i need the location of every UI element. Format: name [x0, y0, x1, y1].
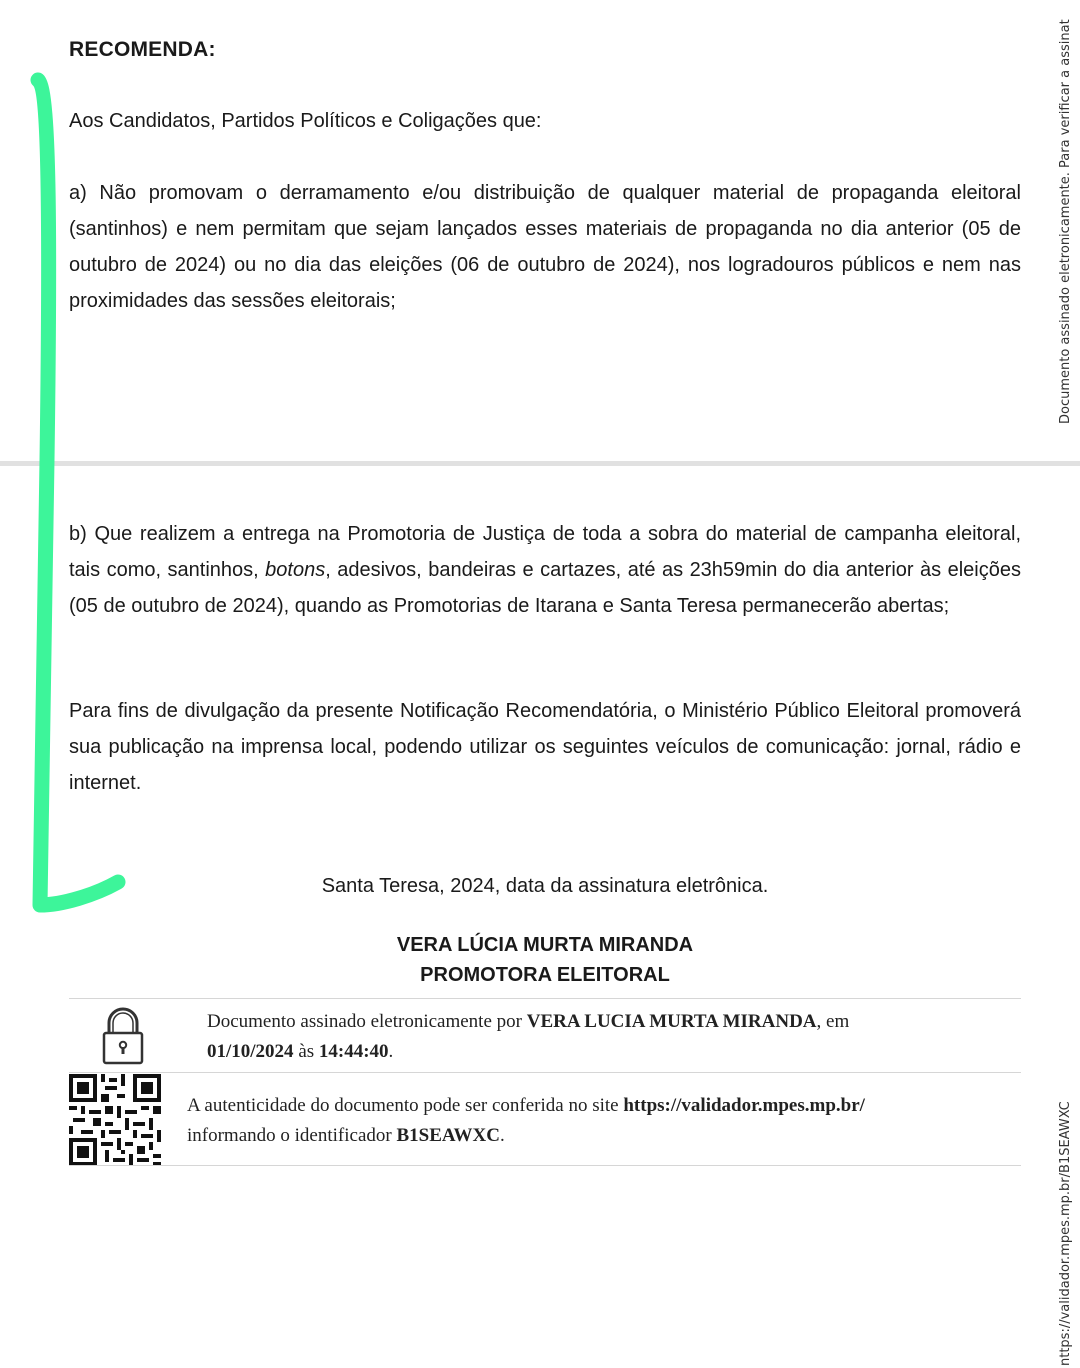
place-date-line: Santa Teresa, 2024, data da assinatura eletrônica. — [321, 875, 769, 897]
sig-signer: VERA LUCIA MURTA MIRANDA — [526, 1011, 817, 1032]
lock-icon — [101, 1005, 145, 1067]
item-b-italic: botons — [265, 559, 326, 581]
validator-link[interactable]: https://validador.mpes.mp.br/ — [623, 1095, 865, 1116]
authenticity-statement — [187, 1091, 1017, 1151]
auth-end: . — [499, 1125, 505, 1146]
signature-top-rule — [69, 998, 1021, 999]
auth-prefix: A autenticidade do documento pode ser conferida no site — [187, 1095, 624, 1116]
item-a-paragraph: a) Não promovam o derramamento e/ou distribuição de qualquer material de propaganda eleitoral (santinhos) e nem permitam que sejam lançados esses materiais de propaganda no dia anterior (05 de outubro de 2024) ou no dia das eleições (06 de outubro de 2024), nos logradouros públicos e nem nas proximidades das sessões eleitorais; — [69, 182, 1021, 312]
signature-bottom-rule — [69, 1165, 1021, 1166]
item-b-paragraph — [69, 516, 1021, 624]
sig-prefix: Documento assinado eletronicamente por — [207, 1011, 527, 1032]
signature-statement — [207, 1007, 1007, 1067]
sig-date: 01/10/2024 — [207, 1041, 294, 1062]
item-b-text-1: b) Que realizem a entrega na Promotoria de Justiça de toda a sobra do material de campanha eleitoral, tais como, santinhos, — [69, 523, 1021, 581]
signer-name: VERA LÚCIA MURTA MIRANDA — [396, 934, 694, 956]
qr-code-icon[interactable] — [69, 1074, 161, 1166]
page-break-divider — [0, 461, 1080, 466]
document-identifier: B1SEAWXC — [396, 1125, 500, 1146]
item-b-text-2: , adesivos, bandeiras e cartazes, até as 23h59min do dia anterior às eleições (05 de outubro de 2024), quando as Promotorias de Itarana e Santa Teresa permanecerão abertas; — [69, 559, 1021, 617]
auth-middle: informando o identificador — [187, 1125, 397, 1146]
sig-suffix: , em — [816, 1011, 850, 1032]
signer-title: PROMOTORA ELEITORAL — [420, 964, 670, 986]
sig-at: às — [293, 1041, 319, 1062]
signature-middle-rule — [69, 1072, 1021, 1073]
side-validator-url: nttps://validador.mpes.mp.br/B1SEAWXC — [1058, 1101, 1073, 1366]
side-verification-note: Documento assinado eletronicamente. Para verificar a assinat — [1058, 19, 1073, 424]
publication-paragraph: Para fins de divulgação da presente Notificação Recomendatória, o Ministério Público Eleitoral promoverá sua publicação na imprensa local, podendo utilizar os seguintes veículos de comunicação: jornal, rádio e internet. — [69, 700, 1021, 794]
sig-time: 14:44:40 — [318, 1041, 389, 1062]
sig-end: . — [388, 1041, 394, 1062]
section-heading: RECOMENDA: — [69, 38, 216, 61]
intro-paragraph: Aos Candidatos, Partidos Políticos e Coligações que: — [69, 110, 542, 132]
